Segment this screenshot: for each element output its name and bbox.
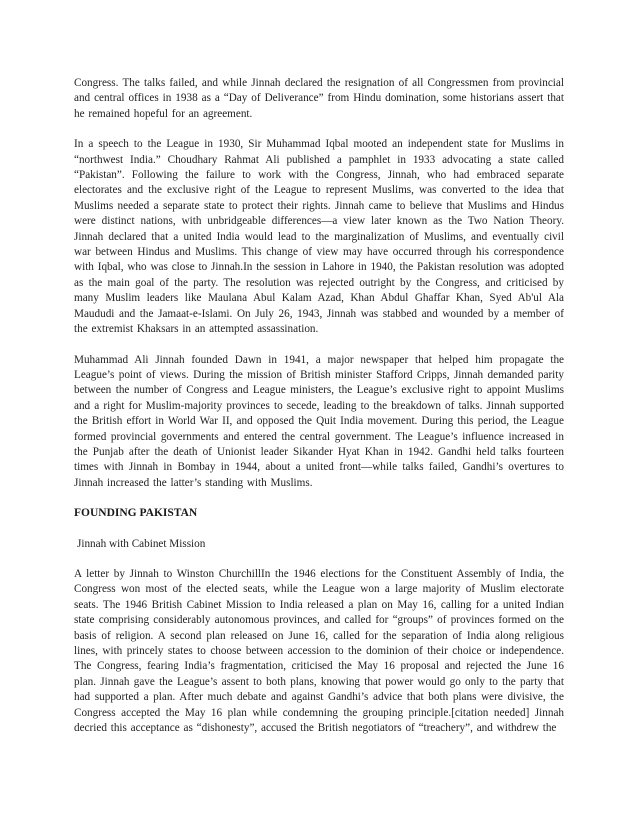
document-page [74,76,564,751]
image-caption: Jinnah with Cabinet Mission [77,537,206,550]
paragraph-dawn-newspaper: Muhammad Ali Jinnah founded Dawn in 1941, a major newspaper that helped him propagate the League’s point of views. During the mission of British minister Stafford Cripps, Jinnah demanded parity between the number of Congress and League ministers, the League’s exclusive right to appoint Muslims and a right for Muslim-majority provinces to secede, leading to the breakdown of talks. Jinnah supported the British effort in World War II, and opposed the Quit India movement. During this period, the League formed provincial governments and entered the central government. The League’s influence increased in the Punjab after the death of Unionist leader Sikander Hyat Khan in 1942. Gandhi held talks fourteen times with Jinnah in Bombay in 1944, about a united front—while talks failed, Gandhi’s overtures to Jinnah increased the latter’s standing with Muslims. [74,353,564,489]
paragraph-iqbal-speech: In a speech to the League in 1930, Sir Muhammad Iqbal mooted an independent state for Muslims in “northwest India.” Choudhary Rahmat Ali published a pamphlet in 1933 advocating a state called “Pakistan”. Following the failure to work with the Congress, Jinnah, who had embraced separate electorates and the exclusive right of the League to represent Muslims, was converted to the idea that Muslims needed a separate state to protect their rights. Jinnah came to believe that Muslims and Hindus were distinct nations, with unbridgeable differences—a view later known as the Two Nation Theory. Jinnah declared that a united India would lead to the marginalization of Muslims, and eventually civil war between Hindus and Muslims. This change of view may have occurred through his correspondence with Iqbal, who was close to Jinnah.In the session in Lahore in 1940, the Pakistan resolution was adopted as the main goal of the party. The resolution was rejected outright by the Congress, and criticised by many Muslim leaders like Maulana Abul Kalam Azad, Khan Abdul Ghaffar Khan, Syed Ab'ul Ala Maududi and the Jamaat-e-Islami. On July 26, 1943, Jinnah was stabbed and wounded by a member of the extremist Khaksars in an attempted assassination. [74,138,564,336]
section-heading: FOUNDING PAKISTAN [74,507,198,520]
paragraph-1946-elections: A letter by Jinnah to Winston ChurchillIn the 1946 elections for the Constituent Assembly of India, the Congress won most of the elected seats, while the League won a large majority of Muslim electorate seats. The 1946 British Cabinet Mission to India released a plan on May 16, calling for a united Indian state comprising considerably autonomous provinces, and called for “groups” of provinces formed on the basis of religion. A second plan released on June 16, called for the separation of India along religious lines, with princely states to choose between accession to the dominion of their choice or independence. The Congress, fearing India’s fragmentation, criticised the May 16 proposal and rejected the June 16 plan. Jinnah gave the League’s assent to both plans, knowing that power would go only to the party that had supported a plan. After much debate and against Gandhi’s advice that both plans were divisive, the Congress accepted the May 16 plan while condemning the grouping principle.[citation needed] Jinnah decried this acceptance as “dishonesty”, accused the British negotiators of “treachery”, and withdrew the [74,567,564,735]
paragraph-congress-talks: Congress. The talks failed, and while Jinnah declared the resignation of all Congressmen from provincial and central offices in 1938 as a “Day of Deliverance” from Hindu domination, some historians assert that he remained hopeful for an agreement. [74,77,564,120]
